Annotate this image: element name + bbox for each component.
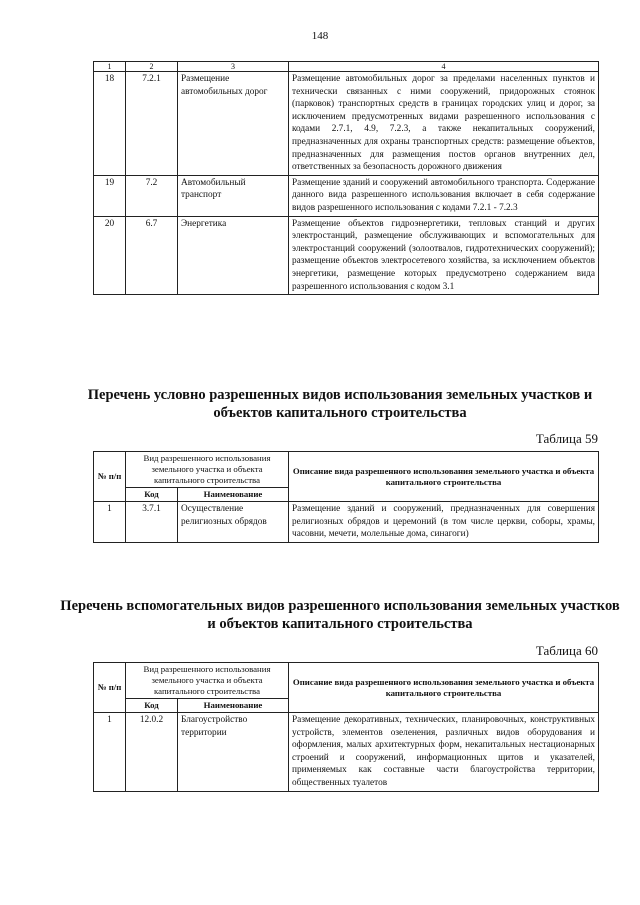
header-description: Описание вида разрешенного использования земельного участка и объекта капитального строительства — [289, 663, 599, 713]
header-row-number: № п/п — [94, 452, 126, 502]
row-number: 18 — [94, 72, 126, 176]
use-code: 6.7 — [126, 216, 178, 295]
use-code: 12.0.2 — [126, 713, 178, 792]
header-name: Наименование — [178, 488, 289, 502]
header-use-type: Вид разрешенного использования земельного участка и объекта капитального строительства — [126, 663, 289, 699]
column-number-row — [94, 62, 599, 72]
section-title-auxiliary-uses: Перечень вспомогательных видов разрешенного использования земельных участков и объектов капитального строительства — [60, 598, 620, 632]
table-label-59: Таблица 59 — [535, 431, 598, 446]
use-code: 7.2.1 — [126, 72, 178, 176]
header-name: Наименование — [178, 699, 289, 713]
header-use-type: Вид разрешенного использования земельного участка и объекта капитального строительства — [126, 452, 289, 488]
table-label-60: Таблица 60 — [535, 643, 598, 658]
use-name: Энергетика — [178, 216, 289, 295]
use-description: Размещение автомобильных дорог за пределами населенных пунктов и технически связанных с ними сооружений, придорожных стоянок (парковок) транспортных средств в границах городских улиц и дорог, за исключением предусмотренных видами разрешенного использования с кодами 2.7.1, 4.9, 7.2.3, а также некапитальных сооружений, предназначенных для охраны транспортных средств: размещение объектов, предназначенных для размещения постов органов внутренних дел, ответственных за безопасность дорожного движения — [289, 72, 599, 176]
use-description: Размещение объектов гидроэнергетики, тепловых станций и других электростанций, размещение обслуживающих и вспомогательных для электростанций сооружений (золоотвалов, гидротехнических сооружений); размещение объектов электросетевого хозяйства, за исключением объектов энергетики, размещение которых предусмотрено содержанием вида разрешенного использования с кодом 3.1 — [289, 216, 599, 295]
row-number: 1 — [94, 502, 126, 543]
table-row — [94, 502, 599, 543]
row-number: 20 — [94, 216, 126, 295]
header-description: Описание вида разрешенного использования земельного участка и объекта капитального строительства — [289, 452, 599, 502]
section-title-conditional-uses: Перечень условно разрешенных видов использования земельных участков и объектов капитального строительства — [87, 387, 593, 421]
table-row — [94, 72, 599, 176]
header-row-number: № п/п — [94, 663, 126, 713]
column-number: 3 — [178, 62, 289, 72]
use-name: Размещение автомобильных дорог — [178, 72, 289, 176]
use-description: Размещение декоративных, технических, планировочных, конструктивных устройств, элементов озеленения, различных видов оборудования и оформления, малых архитектурных форм, некапитальных нестационарных строений и сооружений, информационных щитов и указателей, применяемых как составные части благоустройства территории, общественных туалетов — [289, 713, 599, 792]
page-number: 148 — [311, 30, 329, 42]
table-header-row — [94, 663, 599, 699]
use-name: Осуществление религиозных обрядов — [178, 502, 289, 543]
table-header-row — [94, 452, 599, 488]
use-name: Благоустройство территории — [178, 713, 289, 792]
row-number: 1 — [94, 713, 126, 792]
column-number: 1 — [94, 62, 126, 72]
header-code: Код — [126, 699, 178, 713]
use-code: 7.2 — [126, 175, 178, 216]
land-use-table-continued — [93, 61, 599, 295]
table-row — [94, 216, 599, 295]
conditional-uses-table — [93, 451, 599, 543]
table-row — [94, 713, 599, 792]
column-number: 4 — [289, 62, 599, 72]
use-name: Автомобильный транспорт — [178, 175, 289, 216]
use-description: Размещение зданий и сооружений автомобильного транспорта. Содержание данного вида разрешенного использования включает в себя содержание видов разрешенного использования с кодами 7.2.1 - 7.2.3 — [289, 175, 599, 216]
use-code: 3.7.1 — [126, 502, 178, 543]
use-description: Размещение зданий и сооружений, предназначенных для совершения религиозных обрядов и церемоний (в том числе церкви, соборы, храмы, часовни, мечети, молельные дома, синагоги) — [289, 502, 599, 543]
row-number: 19 — [94, 175, 126, 216]
header-code: Код — [126, 488, 178, 502]
table-row — [94, 175, 599, 216]
column-number: 2 — [126, 62, 178, 72]
auxiliary-uses-table — [93, 662, 599, 792]
